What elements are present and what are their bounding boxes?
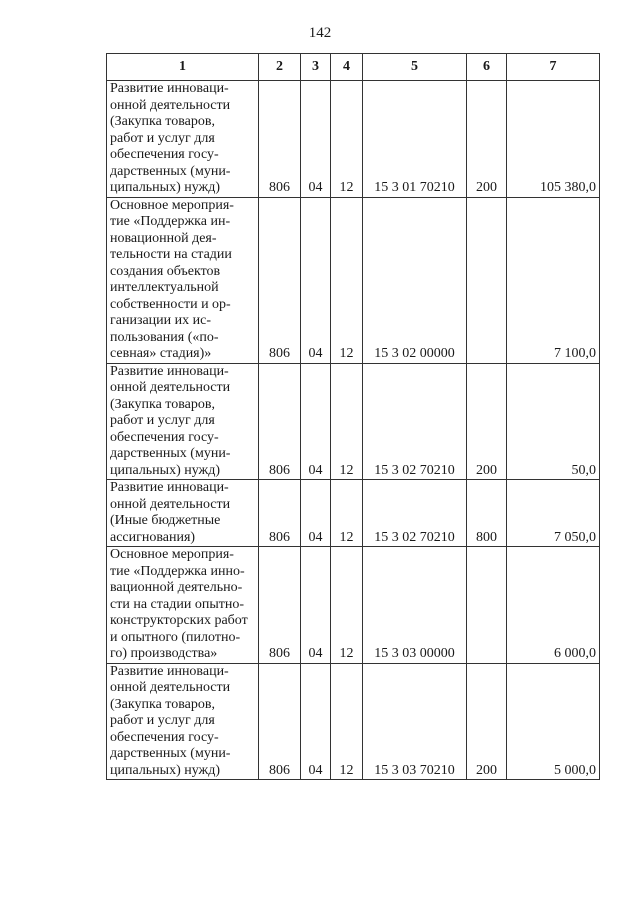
table-row xyxy=(107,547,600,664)
row-name-line: (Закупка товаров, xyxy=(110,114,215,129)
subsection-cell: 12 xyxy=(331,663,363,780)
row-name-line: конструкторских работ xyxy=(110,613,248,628)
row-name-line: тие «Поддержка инно- xyxy=(110,563,245,579)
page-number: 142 xyxy=(308,25,332,41)
row-name-line: дарственных (муни- xyxy=(110,163,231,179)
row-name-line: создания объектов xyxy=(110,263,221,279)
row-name-line: Развитие инноваци- xyxy=(110,663,229,679)
row-name-line: Основное мероприя- xyxy=(110,197,234,213)
header-col-4: 4 xyxy=(331,54,363,81)
row-name-line: Развитие инноваци- xyxy=(110,363,229,379)
row-name-line: севная» стадия)» xyxy=(110,346,212,361)
row-name-line: ганизации их ис- xyxy=(110,313,212,328)
row-name-line: дарственных (муни- xyxy=(110,746,231,761)
section-cell: 04 xyxy=(301,663,331,780)
row-name-line: Развитие инноваци- xyxy=(110,480,229,495)
amount-cell: 5 000,0 xyxy=(507,663,600,780)
row-name-line: ципальных) нужд) xyxy=(110,762,221,778)
expense-type-cell: 200 xyxy=(467,363,507,480)
row-name-line: обеспечения госу- xyxy=(110,729,219,745)
row-name-line: пользования («по- xyxy=(110,329,219,345)
row-name-line: работ и услуг для xyxy=(110,713,215,728)
header-col-6: 6 xyxy=(467,54,507,81)
header-row xyxy=(107,54,600,81)
header-col-2: 2 xyxy=(259,54,301,81)
target-article-cell: 15 3 02 00000 xyxy=(363,197,467,363)
header-col-3: 3 xyxy=(301,54,331,81)
row-name-line: интеллектуальной xyxy=(110,280,219,295)
row-name-cell xyxy=(107,547,259,664)
target-article-cell: 15 3 02 70210 xyxy=(363,363,467,480)
row-name-line: го) производства» xyxy=(110,646,218,661)
row-name-line: Основное мероприя- xyxy=(110,547,234,562)
section-cell: 04 xyxy=(301,197,331,363)
row-name-line: работ и услуг для xyxy=(110,413,215,428)
row-name-line: тельности на стадии xyxy=(110,247,232,262)
row-name-line: (Иные бюджетные xyxy=(110,513,221,528)
subsection-cell: 12 xyxy=(331,81,363,198)
row-name-line: вационной деятельно- xyxy=(110,580,243,595)
row-name-cell xyxy=(107,81,259,198)
row-name-line: работ и услуг для xyxy=(110,130,215,146)
admin-code-cell: 806 xyxy=(259,197,301,363)
amount-cell: 6 000,0 xyxy=(507,547,600,664)
table-row xyxy=(107,363,600,480)
subsection-cell: 12 xyxy=(331,197,363,363)
row-name-line: ассигнования) xyxy=(110,529,196,545)
budget-table xyxy=(106,53,600,780)
row-name-line: Развитие инноваци- xyxy=(110,81,229,96)
row-name-line: собственности и ор- xyxy=(110,296,231,312)
amount-cell: 105 380,0 xyxy=(507,81,600,198)
expense-type-cell: 800 xyxy=(467,480,507,547)
expense-type-cell: 200 xyxy=(467,81,507,198)
row-name-line: обеспечения госу- xyxy=(110,147,219,162)
row-name-line: новационной дея- xyxy=(110,230,217,246)
subsection-cell: 12 xyxy=(331,547,363,664)
row-name-line: ципальных) нужд) xyxy=(110,180,221,195)
admin-code-cell: 806 xyxy=(259,81,301,198)
expense-type-cell: 200 xyxy=(467,663,507,780)
expense-type-cell xyxy=(467,197,507,363)
table-row xyxy=(107,197,600,363)
admin-code-cell: 806 xyxy=(259,547,301,664)
table-row xyxy=(107,480,600,547)
amount-cell: 50,0 xyxy=(507,363,600,480)
target-article-cell: 15 3 01 70210 xyxy=(363,81,467,198)
expense-type-cell xyxy=(467,547,507,664)
section-cell: 04 xyxy=(301,480,331,547)
table-row xyxy=(107,663,600,780)
section-cell: 04 xyxy=(301,547,331,664)
row-name-line: тие «Поддержка ин- xyxy=(110,214,231,229)
row-name-line: онной деятельности xyxy=(110,97,231,113)
header-col-7: 7 xyxy=(507,54,600,81)
section-cell: 04 xyxy=(301,81,331,198)
table-row xyxy=(107,81,600,198)
row-name-cell xyxy=(107,480,259,547)
target-article-cell: 15 3 02 70210 xyxy=(363,480,467,547)
row-name-cell xyxy=(107,363,259,480)
row-name-line: онной деятельности xyxy=(110,380,231,395)
row-name-line: дарственных (муни- xyxy=(110,446,231,461)
header-col-5: 5 xyxy=(363,54,467,81)
row-name-line: ципальных) нужд) xyxy=(110,462,221,478)
row-name-line: сти на стадии опытно- xyxy=(110,596,245,612)
row-name-line: онной деятельности xyxy=(110,496,231,512)
row-name-cell xyxy=(107,197,259,363)
row-name-line: онной деятельности xyxy=(110,680,231,695)
section-cell: 04 xyxy=(301,363,331,480)
header-col-1: 1 xyxy=(107,54,259,81)
row-name-line: (Закупка товаров, xyxy=(110,396,215,412)
row-name-line: и опытного (пилотно- xyxy=(110,629,241,645)
subsection-cell: 12 xyxy=(331,480,363,547)
row-name-line: обеспечения госу- xyxy=(110,429,219,445)
target-article-cell: 15 3 03 00000 xyxy=(363,547,467,664)
row-name-line: (Закупка товаров, xyxy=(110,696,215,712)
target-article-cell: 15 3 03 70210 xyxy=(363,663,467,780)
admin-code-cell: 806 xyxy=(259,663,301,780)
amount-cell: 7 100,0 xyxy=(507,197,600,363)
admin-code-cell: 806 xyxy=(259,480,301,547)
subsection-cell: 12 xyxy=(331,363,363,480)
amount-cell: 7 050,0 xyxy=(507,480,600,547)
row-name-cell xyxy=(107,663,259,780)
admin-code-cell: 806 xyxy=(259,363,301,480)
